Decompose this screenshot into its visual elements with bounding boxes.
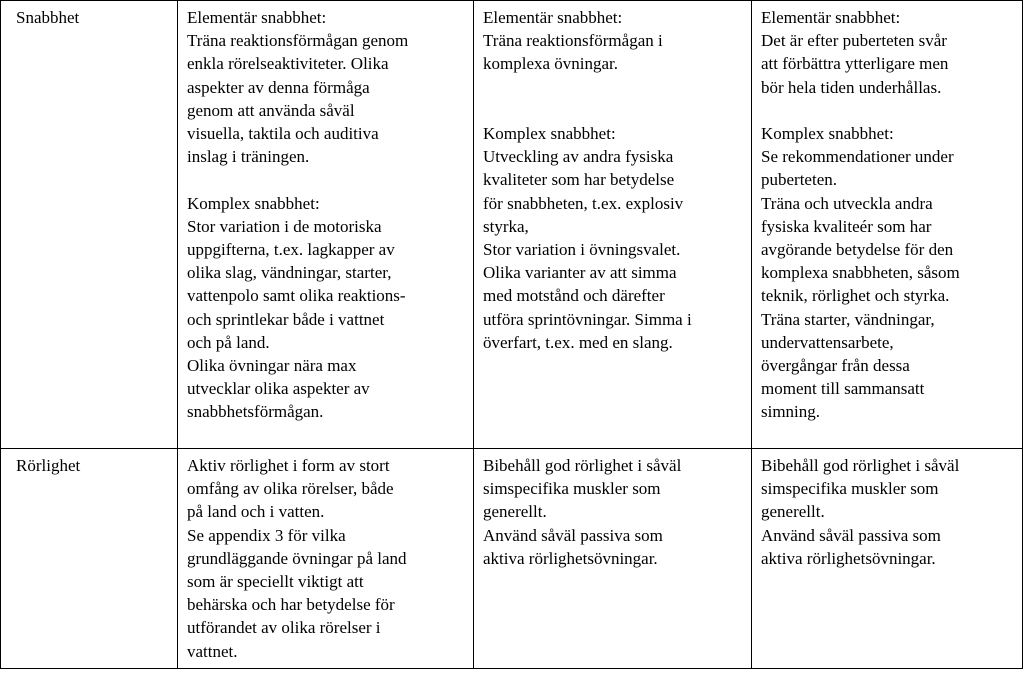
table-row-rorlighet bbox=[1, 449, 1023, 669]
table-cell: Bibehåll god rörlighet i såväl simspecifika muskler som generellt. Använd såväl passiva som aktiva rörlighetsövningar. bbox=[752, 449, 1023, 669]
table-row-snabbhet bbox=[1, 1, 1023, 449]
table-cell: Bibehåll god rörlighet i såväl simspecifika muskler som generellt. Använd såväl passiva som aktiva rörlighetsövningar. bbox=[474, 449, 752, 669]
table-cell: Aktiv rörlighet i form av stort omfång av olika rörelser, både på land och i vatten. Se appendix 3 för vilka grundläggande övningar på land som är speciellt viktigt att behärska och har betydelse för utförandet av olika rörelser i vattnet. bbox=[178, 449, 474, 669]
row-label: Rörlighet bbox=[1, 449, 178, 669]
table-cell: Elementär snabbhet: Träna reaktionsförmågan i komplexa övningar. Komplex snabbhet: Utveckling av andra fysiska kvaliteter som har betydelse för snabbheten, t.ex. explosiv styrka, Stor variation i övningsvalet. Olika varianter av att simma med motstånd och därefter utföra sprintövningar. Simma i överfart, t.ex. med en slang. bbox=[474, 1, 752, 449]
table-cell: Elementär snabbhet: Träna reaktionsförmågan genom enkla rörelseaktiviteter. Olika aspekter av denna förmåga genom att använda såväl visuella, taktila och auditiva inslag i träningen. Komplex snabbhet: Stor variation i de motoriska uppgifterna, t.ex. lagkapper av olika slag, vändningar, starter, vattenpolo samt olika reaktions- och sprintlekar både i vattnet och på land. Olika övningar nära max utvecklar olika aspekter av snabbhetsförmågan. bbox=[178, 1, 474, 449]
row-label: Snabbhet bbox=[1, 1, 178, 449]
table-cell: Elementär snabbhet: Det är efter puberteten svår att förbättra ytterligare men bör hela tiden underhållas. Komplex snabbhet: Se rekommendationer under puberteten. Träna och utveckla andra fysiska kvaliteér som har avgörande betydelse för den komplexa snabbheten, såsom teknik, rörlighet och styrka. Träna starter, vändningar, undervattensarbete, övergångar från dessa moment till sammansatt simning. bbox=[752, 1, 1023, 449]
